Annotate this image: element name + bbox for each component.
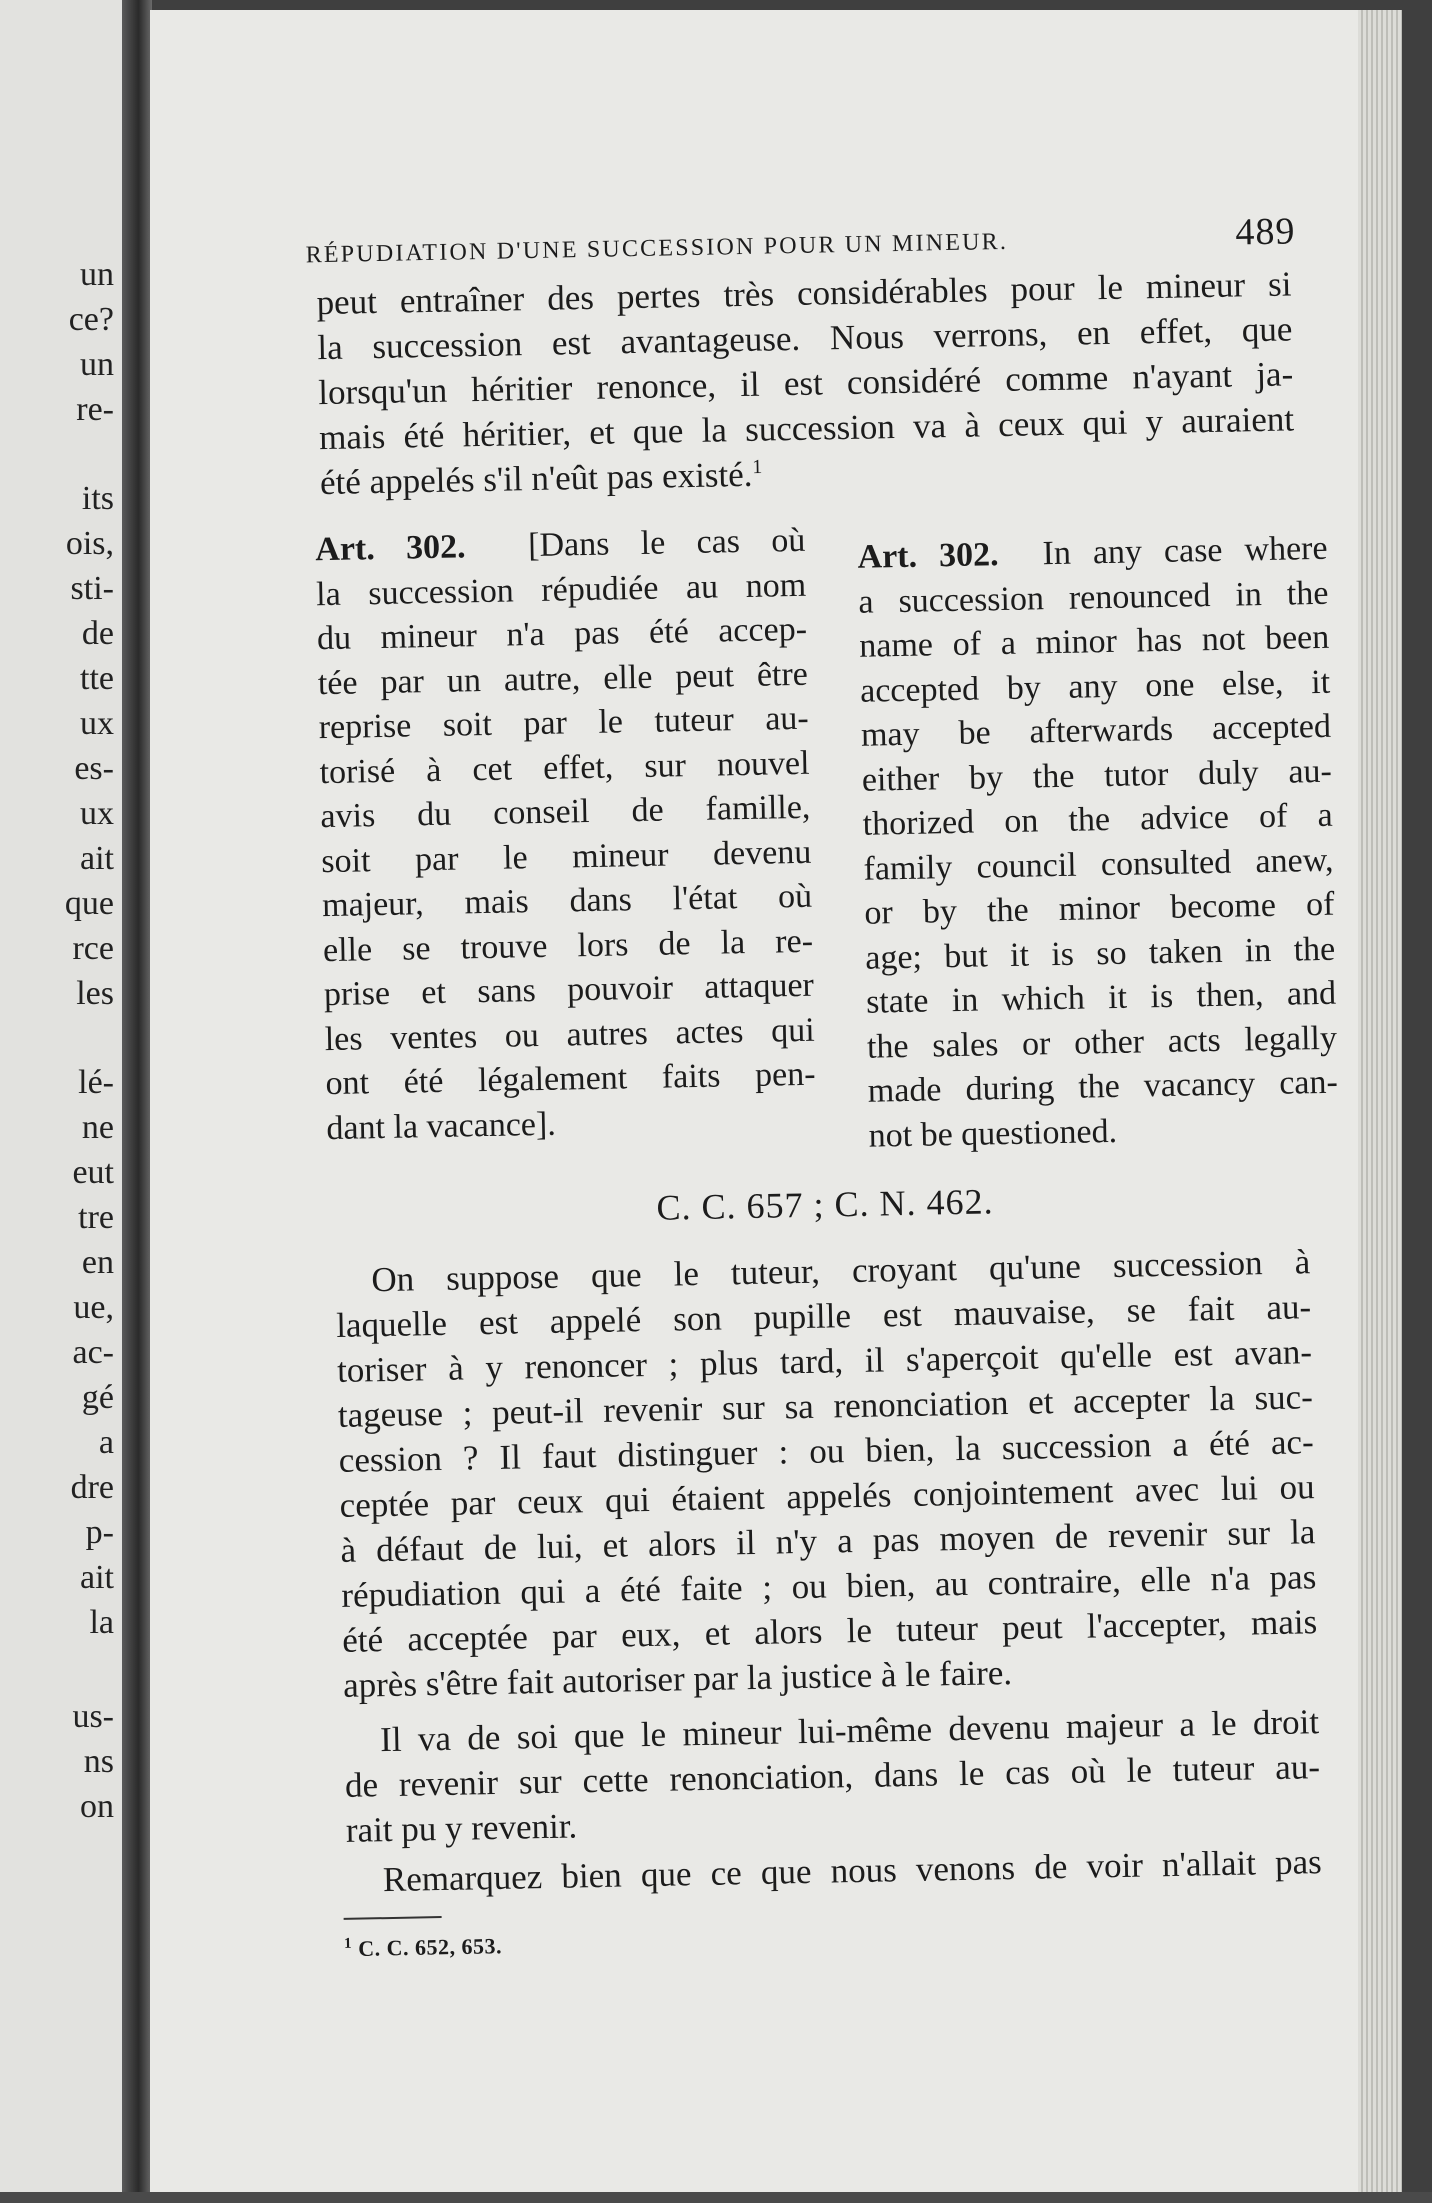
prev-page-fragment: its bbox=[81, 480, 114, 517]
prev-page-fragment: on bbox=[80, 1788, 114, 1825]
prev-page-fragment: les bbox=[76, 975, 114, 1012]
text-line: mais été héritier, et que la succession va à ceux qui y auraient bbox=[318, 399, 1295, 458]
text-line: les ventes ou autres actes qui bbox=[324, 1011, 815, 1058]
text-line: ceptée par ceux qui étaient appelés conjointement avec lui ou bbox=[339, 1467, 1315, 1525]
book-page bbox=[150, 10, 1402, 2192]
text-line: tageuse ; peut-il revenir sur sa renonciation et accepter la suc- bbox=[337, 1377, 1314, 1435]
prev-page-fragment: un bbox=[80, 256, 114, 293]
prev-page-fragment: tre bbox=[78, 1199, 114, 1236]
article-text: [Dans le cas où bbox=[527, 521, 806, 565]
text-line: été acceptée par eux, et alors le tuteur peut l'accepter, mais bbox=[341, 1602, 1318, 1660]
prev-page-fragment: p- bbox=[85, 1514, 114, 1551]
text-line: rait pu y revenir. bbox=[345, 1806, 578, 1850]
text-line: made during the vacancy can- bbox=[867, 1063, 1339, 1110]
footnote-marker: 1 bbox=[343, 1935, 353, 1952]
running-head bbox=[305, 209, 1296, 272]
prev-page-fragment: dre bbox=[70, 1469, 114, 1506]
prev-page-fragment: gé bbox=[81, 1379, 114, 1416]
prev-page-fragment: re- bbox=[76, 391, 114, 428]
prev-page-fragment: ce? bbox=[68, 301, 114, 338]
footnote-reference: 1 bbox=[752, 455, 763, 479]
article-french bbox=[315, 519, 817, 1151]
prev-page-fragment: un bbox=[80, 346, 114, 383]
text-line: Il va de soi que le mineur lui-même devenu majeur a le droit bbox=[379, 1702, 1320, 1760]
prev-page-fragment: ac- bbox=[72, 1334, 114, 1371]
text-line: prise et sans pouvoir attaquer bbox=[323, 966, 815, 1014]
prev-page-fragment: que bbox=[64, 885, 114, 922]
prev-page-fragment: sti- bbox=[70, 570, 114, 607]
text-line: reprise soit par le tuteur au- bbox=[318, 699, 810, 747]
text-line: laquelle est appelé son pupille est mauvaise, se fait au- bbox=[335, 1287, 1312, 1345]
prev-page-fragment: de bbox=[81, 615, 114, 652]
prev-page-fragment: us- bbox=[72, 1698, 114, 1735]
commentary-paragraph-1 bbox=[335, 1239, 1318, 1708]
text-line: tée par un autre, elle peut être bbox=[317, 655, 809, 702]
text-line: dant la vacance]. bbox=[326, 1105, 557, 1147]
text-line: soit par le mineur devenu bbox=[320, 833, 812, 880]
text-line: Remarquez bien que ce que nous venons de voir n'allait pas bbox=[382, 1842, 1323, 1900]
page-number: 489 bbox=[1235, 210, 1296, 254]
text-line: majeur, mais dans l'état où bbox=[321, 877, 813, 925]
prev-page-fragment: ait bbox=[80, 840, 114, 877]
intro-paragraph bbox=[316, 261, 1295, 505]
text-line: toriser à y renoncer ; plus tard, il s'aperçoit qu'elle est avan- bbox=[336, 1332, 1313, 1390]
text-line: may be afterwards accepted bbox=[860, 707, 1332, 754]
previous-page-edge bbox=[0, 0, 122, 2192]
page-content bbox=[157, 0, 1339, 2203]
text-line: avis du conseil de famille, bbox=[320, 788, 811, 836]
running-title: RÉPUDIATION D'UNE SUCCESSION POUR UN MINEUR. bbox=[305, 228, 1009, 269]
text-line: torisé à cet effet, sur nouvel bbox=[319, 744, 810, 791]
prev-page-fragment: ait bbox=[80, 1559, 114, 1596]
text-line: the sales or other acts legally bbox=[866, 1019, 1338, 1066]
prev-page-fragment: ue, bbox=[73, 1289, 114, 1326]
footnote-rule bbox=[344, 1916, 442, 1920]
text-line: On suppose que le tuteur, croyant qu'une succession à bbox=[370, 1242, 1311, 1300]
prev-page-fragment: rce bbox=[72, 930, 114, 967]
text-line: state in which it is then, and bbox=[865, 974, 1337, 1021]
article-english bbox=[857, 527, 1339, 1159]
prev-page-fragment: es- bbox=[74, 750, 114, 787]
text-line: cession ? Il faut distinguer : ou bien, la succession a été ac- bbox=[338, 1422, 1315, 1480]
text-line: or by the minor become of bbox=[864, 885, 1335, 932]
text-line: la succession est avantageuse. Nous verrons, en effet, que bbox=[317, 309, 1293, 368]
text-line: either by the tutor duly au- bbox=[861, 752, 1333, 799]
prev-page-fragment: ns bbox=[83, 1743, 114, 1780]
prev-page-fragment: a bbox=[98, 1424, 114, 1461]
text-line: name of a minor has not been bbox=[858, 618, 1330, 665]
text-line: elle se trouve lors de la re- bbox=[322, 922, 814, 969]
prev-page-fragment: tte bbox=[80, 660, 114, 697]
text-line-content: été appelés s'il n'eût pas existé. bbox=[319, 454, 753, 503]
text-line: après s'être fait autoriser par la justice à le faire. bbox=[342, 1653, 1013, 1705]
prev-page-fragment: eut bbox=[72, 1154, 114, 1191]
text-line: a succession renounced in the bbox=[858, 574, 1329, 621]
text-line: family council consulted anew, bbox=[863, 841, 1334, 888]
prev-page-fragment: lé- bbox=[78, 1064, 114, 1101]
text-line: age; but it is so taken in the bbox=[864, 930, 1336, 977]
prev-page-fragment: ux bbox=[80, 705, 114, 742]
text-line: de revenir sur cette renonciation, dans le cas où le tuteur au- bbox=[344, 1747, 1321, 1805]
prev-page-fragment: en bbox=[81, 1244, 114, 1281]
footnote bbox=[344, 1933, 502, 1962]
footnote-text: C. C. 652, 653. bbox=[357, 1933, 503, 1961]
page-edges bbox=[1358, 10, 1402, 2192]
article-label: Art. 302. bbox=[857, 536, 999, 576]
text-line: du mineur n'a pas été accep- bbox=[316, 610, 808, 658]
article-text: In any case where bbox=[1042, 529, 1328, 573]
text-line: thorized on the advice of a bbox=[862, 796, 1333, 843]
prev-page-fragment: ois, bbox=[65, 525, 114, 562]
text-line: lorsqu'un héritier renonce, il est considéré comme n'ayant ja- bbox=[317, 354, 1294, 413]
prev-page-fragment: la bbox=[89, 1604, 114, 1641]
book-gutter bbox=[122, 0, 152, 2192]
text-line: accepted by any one else, it bbox=[859, 663, 1331, 710]
text-line: ont été légalement faits pen- bbox=[325, 1055, 816, 1103]
text-line: répudiation qui a été faite ; ou bien, au contraire, elle n'a pas bbox=[341, 1557, 1317, 1615]
prev-page-fragment: ux bbox=[80, 795, 114, 832]
text-line: à défaut de lui, et alors il n'y a pas moyen de revenir sur la bbox=[340, 1512, 1316, 1570]
text-line: la succession répudiée au nom bbox=[315, 566, 807, 613]
code-concordance: C. C. 657 ; C. N. 462. bbox=[656, 1181, 994, 1228]
text-line: not be questioned. bbox=[868, 1112, 1118, 1155]
commentary-paragraph-2 bbox=[344, 1699, 1321, 1853]
prev-page-fragment: ne bbox=[81, 1109, 114, 1146]
text-line: peut entraîner des pertes très considérables pour le mineur si bbox=[316, 264, 1292, 323]
article-label: Art. 302. bbox=[314, 528, 466, 569]
